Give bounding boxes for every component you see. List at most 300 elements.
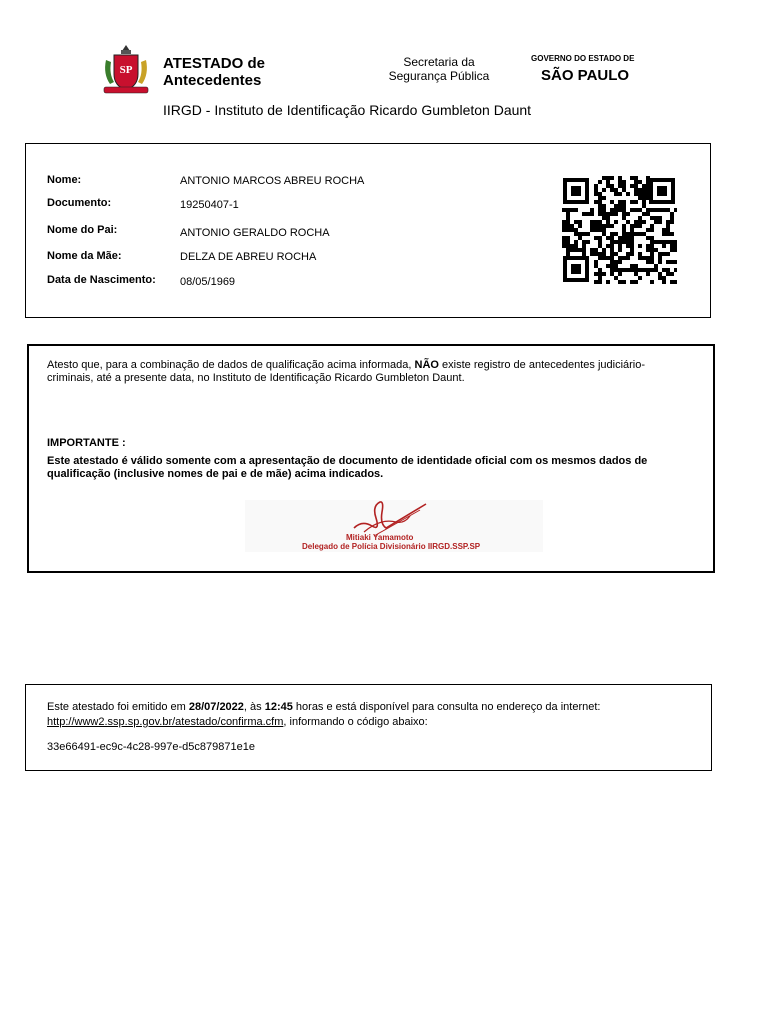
sao-paulo-coat-of-arms-logo xyxy=(100,44,152,96)
qr-module xyxy=(602,208,606,212)
secretaria-line-2: Segurança Pública xyxy=(388,69,490,83)
qr-module xyxy=(630,280,634,284)
qr-module xyxy=(670,216,674,220)
qr-module xyxy=(658,240,662,244)
qr-module xyxy=(630,244,634,248)
qr-module xyxy=(610,184,614,188)
qr-module xyxy=(650,244,654,248)
qr-module xyxy=(622,228,626,232)
qr-module xyxy=(598,196,602,200)
qr-module xyxy=(650,228,654,232)
qr-module xyxy=(650,224,654,228)
qr-module xyxy=(670,272,674,276)
qr-module xyxy=(566,240,570,244)
qr-module xyxy=(626,236,630,240)
qr-module xyxy=(594,228,598,232)
qr-module xyxy=(614,192,618,196)
qr-module xyxy=(630,236,634,240)
qr-module xyxy=(598,256,602,260)
qr-module xyxy=(602,196,606,200)
qr-module xyxy=(566,224,570,228)
qr-module xyxy=(642,196,646,200)
qr-module xyxy=(594,260,598,264)
emission-date: 28/07/2022 xyxy=(188,701,244,713)
qr-module xyxy=(618,280,622,284)
qr-module xyxy=(646,192,650,196)
qr-module xyxy=(670,260,674,264)
qr-module xyxy=(674,208,677,212)
qr-module xyxy=(622,236,626,240)
qr-module xyxy=(594,236,598,240)
qr-module xyxy=(618,236,622,240)
qr-module xyxy=(654,268,658,272)
qr-module xyxy=(638,196,642,200)
qr-module xyxy=(630,252,634,256)
qr-module xyxy=(602,176,606,180)
important-text: Este atestado é válido somente com a apresentação de documento de identidade oficial com os mesmos dados de qualificação (inclusive nomes de pai e de mãe) acima indicados. xyxy=(47,455,648,480)
qr-module xyxy=(618,272,622,276)
qr-module xyxy=(598,240,602,244)
qr-code xyxy=(561,176,677,284)
field-value-data-nascimento: 08/05/1969 xyxy=(180,276,236,288)
qr-module xyxy=(670,280,674,284)
qr-module xyxy=(578,236,582,240)
field-label-nome-mae: Nome da Mãe: xyxy=(47,250,122,262)
qr-module xyxy=(598,228,602,232)
field-label-nome-pai: Nome do Pai: xyxy=(47,224,118,236)
qr-module xyxy=(654,216,658,220)
qr-module xyxy=(594,272,598,276)
qr-module xyxy=(666,228,670,232)
qr-module xyxy=(610,208,614,212)
qr-module xyxy=(622,240,626,244)
qr-module xyxy=(562,236,566,240)
qr-module xyxy=(638,208,642,212)
qr-module xyxy=(662,244,666,248)
qr-module xyxy=(614,232,618,236)
qr-module xyxy=(666,220,670,224)
qr-module xyxy=(666,208,670,212)
qr-module xyxy=(670,240,674,244)
qr-module xyxy=(626,192,630,196)
emission-time: 12:45 xyxy=(264,701,293,713)
qr-module xyxy=(638,192,642,196)
qr-module xyxy=(638,180,642,184)
qr-finder-top-right xyxy=(649,178,675,204)
qr-module xyxy=(582,212,586,216)
atesto-nao: NÃO xyxy=(414,359,439,371)
qr-module xyxy=(634,280,638,284)
qr-module xyxy=(610,268,614,272)
qr-module xyxy=(594,188,598,192)
qr-module xyxy=(570,228,574,232)
qr-module xyxy=(622,188,626,192)
qr-module xyxy=(578,232,582,236)
qr-module xyxy=(618,208,622,212)
qr-module xyxy=(614,240,618,244)
qr-module xyxy=(570,248,574,252)
qr-module xyxy=(622,204,626,208)
qr-module xyxy=(646,236,650,240)
qr-module xyxy=(614,252,618,256)
qr-module xyxy=(606,244,610,248)
signatory-name: Mitiaki Yamamoto xyxy=(346,533,414,542)
qr-module xyxy=(642,192,646,196)
title-line-2: Antecedentes xyxy=(163,72,262,89)
qr-module xyxy=(610,236,614,240)
qr-module xyxy=(662,252,666,256)
qr-module xyxy=(618,244,622,248)
qr-module xyxy=(622,280,626,284)
qr-module xyxy=(654,208,658,212)
qr-module xyxy=(598,200,602,204)
qr-module xyxy=(614,204,618,208)
qr-module xyxy=(650,252,654,256)
qr-module xyxy=(610,224,614,228)
qr-module xyxy=(618,260,622,264)
qr-module xyxy=(618,256,622,260)
qr-module xyxy=(602,204,606,208)
qr-module xyxy=(666,232,670,236)
qr-module xyxy=(566,216,570,220)
qr-module xyxy=(614,188,618,192)
qr-module xyxy=(578,220,582,224)
qr-module xyxy=(610,188,614,192)
qr-module xyxy=(642,268,646,272)
qr-module xyxy=(662,280,666,284)
qr-module xyxy=(562,208,566,212)
qr-module xyxy=(638,244,642,248)
qr-module xyxy=(630,224,634,228)
qr-module xyxy=(590,208,594,212)
qr-module xyxy=(658,252,662,256)
qr-module xyxy=(638,216,642,220)
qr-module xyxy=(630,264,634,268)
qr-module xyxy=(582,244,586,248)
qr-module xyxy=(602,248,606,252)
qr-module xyxy=(646,260,650,264)
qr-module xyxy=(674,244,677,248)
qr-module xyxy=(594,200,598,204)
title-line-1: ATESTADO de xyxy=(163,55,265,72)
qr-module xyxy=(626,256,630,260)
qr-module xyxy=(590,252,594,256)
qr-module xyxy=(642,232,646,236)
state-name: SÃO PAULO xyxy=(541,67,630,84)
emission-text-1: Este atestado foi emitido em xyxy=(47,701,189,713)
qr-module xyxy=(654,220,658,224)
qr-module xyxy=(582,240,586,244)
qr-module xyxy=(598,192,602,196)
qr-module xyxy=(566,212,570,216)
qr-module xyxy=(618,192,622,196)
qr-module xyxy=(590,220,594,224)
qr-module xyxy=(570,224,574,228)
qr-module xyxy=(622,180,626,184)
qr-module xyxy=(578,224,582,228)
qr-module xyxy=(598,220,602,224)
qr-module xyxy=(622,184,626,188)
qr-module xyxy=(646,248,650,252)
qr-module xyxy=(566,208,570,212)
qr-module xyxy=(666,224,670,228)
qr-module xyxy=(622,232,626,236)
qr-module xyxy=(582,252,586,256)
institute-name: IIRGD - Instituto de Identificação Ricardo Gumbleton Daunt xyxy=(163,102,532,118)
qr-module xyxy=(630,240,634,244)
qr-module xyxy=(634,192,638,196)
qr-module xyxy=(654,240,658,244)
qr-module xyxy=(570,244,574,248)
qr-module xyxy=(626,232,630,236)
qr-module xyxy=(594,184,598,188)
qr-module xyxy=(646,196,650,200)
government-label: GOVERNO DO ESTADO DE xyxy=(531,54,635,63)
qr-module xyxy=(658,256,662,260)
qr-module xyxy=(610,260,614,264)
qr-module xyxy=(614,212,618,216)
qr-module xyxy=(566,252,570,256)
qr-module xyxy=(598,272,602,276)
qr-module xyxy=(618,240,622,244)
qr-module xyxy=(642,184,646,188)
qr-module xyxy=(634,232,638,236)
qr-module xyxy=(662,228,666,232)
qr-module xyxy=(630,200,634,204)
qr-module xyxy=(646,184,650,188)
qr-module xyxy=(602,232,606,236)
qr-module xyxy=(598,280,602,284)
qr-module xyxy=(646,212,650,216)
qr-module xyxy=(622,216,626,220)
qr-module xyxy=(638,220,642,224)
qr-module xyxy=(598,180,602,184)
qr-module xyxy=(574,208,578,212)
qr-module xyxy=(602,216,606,220)
qr-module xyxy=(638,276,642,280)
qr-module xyxy=(566,220,570,224)
qr-module xyxy=(670,244,674,248)
qr-module xyxy=(674,280,677,284)
qr-module xyxy=(606,236,610,240)
qr-module xyxy=(622,212,626,216)
qr-module xyxy=(634,176,638,180)
atesto-text-start: Atesto que, para a combinação de dados de qualificação acima informada, xyxy=(47,359,415,371)
field-label-nome: Nome: xyxy=(47,174,82,186)
qr-module xyxy=(650,248,654,252)
qr-module xyxy=(594,220,598,224)
qr-module xyxy=(594,264,598,268)
qr-module xyxy=(614,220,618,224)
qr-module xyxy=(602,228,606,232)
qr-module xyxy=(662,276,666,280)
qr-module xyxy=(610,200,614,204)
qr-module xyxy=(586,232,590,236)
qr-module xyxy=(658,220,662,224)
qr-module xyxy=(598,268,602,272)
field-value-nome-mae: DELZA DE ABREU ROCHA xyxy=(180,251,317,263)
qr-module xyxy=(606,256,610,260)
qr-module xyxy=(646,244,650,248)
qr-module xyxy=(626,220,630,224)
field-value-documento: 19250407-1 xyxy=(180,199,239,211)
field-label-data-nascimento: Data de Nascimento: xyxy=(47,274,156,286)
qr-module xyxy=(598,236,602,240)
qr-module xyxy=(666,252,670,256)
qr-finder-bottom-left xyxy=(563,256,589,282)
qr-module xyxy=(598,244,602,248)
qr-module xyxy=(622,224,626,228)
qr-module xyxy=(638,268,642,272)
qr-module xyxy=(598,224,602,228)
qr-module xyxy=(634,268,638,272)
field-value-nome-pai: ANTONIO GERALDO ROCHA xyxy=(180,227,330,239)
qr-module xyxy=(590,228,594,232)
atesto-paragraph xyxy=(47,359,687,385)
qr-module xyxy=(614,276,618,280)
qr-module xyxy=(638,224,642,228)
qr-module xyxy=(630,228,634,232)
document-title xyxy=(163,55,265,89)
qr-module xyxy=(634,184,638,188)
qr-module xyxy=(670,248,674,252)
qr-module xyxy=(626,212,630,216)
field-label-documento: Documento: xyxy=(47,197,112,209)
important-label: IMPORTANTE : xyxy=(47,437,126,449)
qr-module xyxy=(606,224,610,228)
qr-module xyxy=(666,272,670,276)
qr-module xyxy=(614,264,618,268)
qr-module xyxy=(610,244,614,248)
emission-text-2: , às xyxy=(243,701,265,713)
qr-module xyxy=(642,188,646,192)
qr-module xyxy=(598,276,602,280)
qr-module xyxy=(610,264,614,268)
qr-module xyxy=(650,256,654,260)
qr-module xyxy=(590,212,594,216)
qr-module xyxy=(630,248,634,252)
qr-module xyxy=(666,268,670,272)
qr-module xyxy=(606,212,610,216)
qr-module xyxy=(614,268,618,272)
qr-module xyxy=(662,268,666,272)
qr-module xyxy=(582,248,586,252)
qr-module xyxy=(670,212,674,216)
qr-module xyxy=(666,240,670,244)
qr-module xyxy=(650,280,654,284)
qr-module xyxy=(618,180,622,184)
qr-module xyxy=(614,260,618,264)
verification-url-link[interactable]: http://www2.ssp.sp.gov.br/atestado/confirma.cfm xyxy=(47,716,284,728)
qr-module xyxy=(562,244,566,248)
qr-module xyxy=(562,220,566,224)
qr-module xyxy=(622,268,626,272)
qr-module xyxy=(610,256,614,260)
qr-module xyxy=(602,212,606,216)
qr-module xyxy=(646,272,650,276)
qr-module xyxy=(618,268,622,272)
secretaria-line-1: Secretaria da xyxy=(403,55,475,69)
qr-module xyxy=(590,224,594,228)
qr-module xyxy=(658,216,662,220)
qr-module xyxy=(646,268,650,272)
qr-module xyxy=(662,240,666,244)
qr-module xyxy=(650,268,654,272)
qr-module xyxy=(646,228,650,232)
qr-module xyxy=(610,240,614,244)
qr-module xyxy=(670,232,674,236)
qr-module xyxy=(674,240,677,244)
qr-module xyxy=(630,184,634,188)
svg-text:SP: SP xyxy=(119,64,133,76)
qr-module xyxy=(574,248,578,252)
qr-module xyxy=(606,184,610,188)
qr-module xyxy=(598,252,602,256)
qr-module xyxy=(574,220,578,224)
qr-module xyxy=(574,244,578,248)
qr-module xyxy=(618,248,622,252)
atesto-text-end: existe registro de antecedentes judiciário-criminais, até a presente data, no Instituto de Identificação Ricardo Gumbleton Daunt. xyxy=(47,359,646,384)
qr-module xyxy=(646,208,650,212)
qr-module xyxy=(630,232,634,236)
qr-module xyxy=(646,176,650,180)
emission-text-4: , informando o código abaixo: xyxy=(283,716,428,728)
qr-module xyxy=(634,272,638,276)
qr-module xyxy=(646,180,650,184)
qr-module xyxy=(642,212,646,216)
qr-module xyxy=(602,224,606,228)
qr-module xyxy=(622,200,626,204)
qr-module xyxy=(586,212,590,216)
qr-module xyxy=(666,260,670,264)
qr-module xyxy=(650,216,654,220)
qr-module xyxy=(634,188,638,192)
qr-module xyxy=(566,244,570,248)
qr-module xyxy=(630,268,634,272)
qr-module xyxy=(658,276,662,280)
qr-module xyxy=(662,208,666,212)
qr-module xyxy=(638,256,642,260)
qr-module xyxy=(578,248,582,252)
qr-module xyxy=(610,252,614,256)
qr-module xyxy=(646,188,650,192)
qr-module xyxy=(634,220,638,224)
qr-module xyxy=(642,256,646,260)
qr-module xyxy=(634,200,638,204)
qr-module xyxy=(670,220,674,224)
qr-module xyxy=(626,252,630,256)
qr-module xyxy=(566,248,570,252)
qr-module xyxy=(566,236,570,240)
emission-text-3: horas e está disponível para consulta no endereço da internet: xyxy=(292,701,601,713)
qr-module xyxy=(606,264,610,268)
qr-module xyxy=(634,208,638,212)
qr-module xyxy=(630,208,634,212)
qr-module xyxy=(574,232,578,236)
qr-module xyxy=(562,224,566,228)
qr-module xyxy=(638,232,642,236)
qr-module xyxy=(642,204,646,208)
qr-module xyxy=(614,208,618,212)
qr-module xyxy=(582,232,586,236)
qr-module xyxy=(634,264,638,268)
qr-module xyxy=(658,208,662,212)
qr-module xyxy=(610,232,614,236)
qr-module xyxy=(586,240,590,244)
qr-module xyxy=(598,212,602,216)
qr-module xyxy=(622,208,626,212)
qr-module xyxy=(626,268,630,272)
